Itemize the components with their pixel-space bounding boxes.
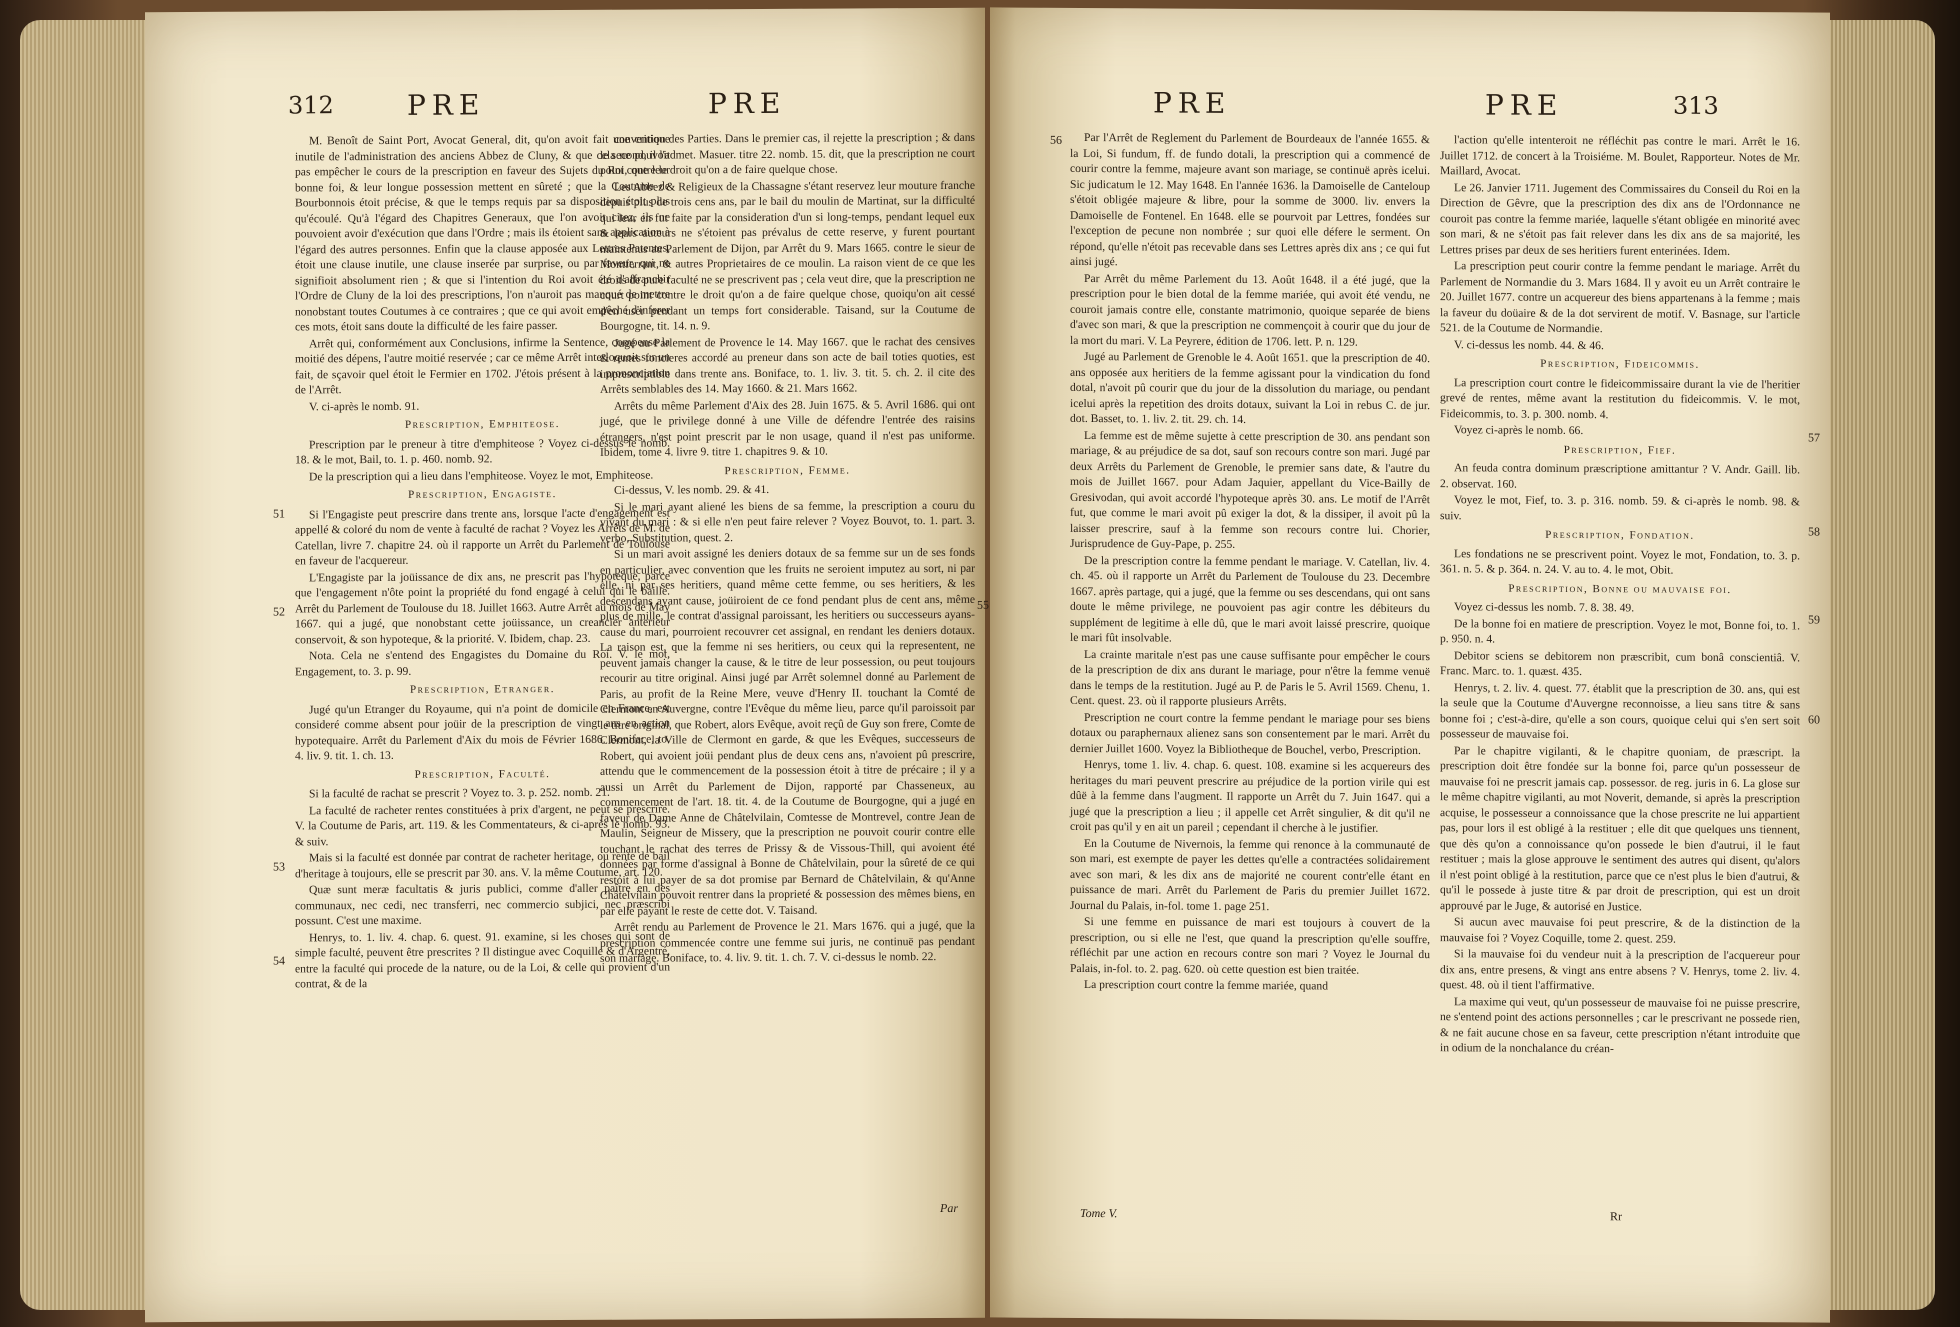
paragraph: Le 26. Janvier 1711. Jugement des Commissaires du Conseil du Roi en la Direction de Gêvre, que la prescription des dix ans de l'Ordonnance ne couroit pas contre la femme mariée, laquelle s'étant obligée en minorité avec son mari, & ne s'étoit pas fait relever dans les dix ans de sa majorité, les Lettres prises par deux de ses heritiers furent enterinées. Idem. [1440,180,1800,258]
paragraph: Henrys, t. 2. liv. 4. quest. 77. établit que la prescription de 30. ans, qui est la seule que la Coutume d'Auvergne reconnoisse, a lieu sans titre & sans bonne foi ; c'est-à-dire, qu'elle a son cours, quoique celui qui s'en sert soit possesseur de mauvaise foi. [1440,680,1800,741]
margin-number: 52 [273,604,285,619]
paragraph: Si un mari avoit assigné les deniers dotaux de sa femme sur un de ses fonds en particulier, avec convention que les fruits ne seroient imputez au sort, ni par elle, ni par ses heritiers, quand même cette femme, ou ses heritiers, & les descendans ayant cause, joüiroient de ce fond pendant plus de cent ans, même plus de mille, le contrat d'assignal paroissant, les heritiers ou successeurs ayans-cause du mari, pourroient recouvrer cet assignal, en rendant les deniers dotaux. La raison est, que la femme ni ses heritiers, ou ceux qui la representent, ne peuvent jamais changer la cause, & le titre de leur possession, ou peut toujours recourir au titre original. Ainsi jugé par Arrêt solemnel donné au Parlement de Paris, au profit de la Reine Mere, veuve d'Henry II. touchant la Comté de Clermont en Auvergne, contre l'Evêque du même lieu, parce qu'il paroissoit par le titre original, que Robert, alors Evêque, avoit reçû de Guy son frere, Comte de Clermont, la Ville de Clermont en garde, & que les Evêques, successeurs de Robert, qui avoient joüi pendant plus de deux cens ans, n'avoient pû prescrire, attendu que le commencement de la possession étoit à titre de précaire ; il y a aussi un Arrêt du Parlement de Dijon, rapporté par Chasseneux, au commencement de l'art. 18. tit. 4. de la Coutume de Bourgogne, qui a jugé en faveur de Dame Anne de Châtelvilain, Comtesse de Montrevel, contre Jean de Maulin, Seigneur de Missery, que la prescription ne pouvoit courir contre elle touchant le rachat des terres de Prissy & de Vissous-Thill, qui avoient été données par forme d'assignal à Bonne de Châtelvilain, pour la sûreté de ce qui restoit à lui payer de sa dot promise par Bernard de Châtelvilain, & qu'Anne Châtelvilain pouvoit rentrer dans la proprieté & possession des mêmes biens, en par elle payant le reste de cette dot. V. Taisand. [600,545,975,918]
section-heading: Prescription, Faculté. [414,767,551,781]
right-page-edges [1825,20,1935,1310]
paragraph: Arrêt rendu au Parlement de Provence le 21. Mars 1676. qui a jugé, que la prescription commencée contre une femme sui juris, ne continuë pas pendant son mariage. Boniface, to. 4. liv. 9. tit. 1. ch. 7. V. ci-dessus le nomb. 22. [600,918,975,965]
paragraph: Si aucun avec mauvaise foi peut prescrire, & de la distinction de la mauvaise foi ? Voyez Coquille, tome 2. quest. 259. [1440,915,1800,946]
section-heading: Prescription, Bonne ou mauvaise foi. [1508,582,1732,596]
section-heading: Prescription, Fief. [1563,443,1677,457]
margin-number: 60 [1808,712,1820,727]
paragraph: Par l'Arrêt de Reglement du Parlement de Bourdeaux de l'année 1655. & la Loi, Si fundum, ff. de fundo dotali, la prescription qui a commencé de courir contre la femme, majeure avant son mariage, se continuë après icelui. Sic judicatum le 12. May 1648. En l'année 1636. la Damoiselle de Canteloup s'étoit obligée majeure & libre, pour la somme de 3000. liv. envers la Damoiselle de Fontenel. En 1648. elle se pourvoit par Lettres, fondées sur l'exception de pecune non nombrée ; sur quoi elle défere le serment. On répond, qu'elle n'étoit pas recevable dans ses Lettres après dix ans ; ce qui fut ainsi jugé. [1070,131,1430,269]
paragraph: Nota. Cela ne s'entend des Engagistes du Domaine du Roi. V. le mot, Engagement, to. 3. p. 99. [295,647,670,678]
paragraph: La femme est de même sujette à cette prescription de 30. ans pendant son mariage, & au préjudice de sa dot, sauf son recours contre son mari. Jugé par deux Arrêts du Parlement de Grenoble, le premier sans date, & l'autre du mois de Juillet 1667. pour Adam Jaquier, appellant du Vice-Bailly de Gresivodan, qui avoit accordé l'hypoteque après 30. ans. Le motif de l'Arrêt fut, que comme le mari avoit pû exiger la dot, & la dissiper, il avoit pû la laisser prescrire, sauf à la femme son recours contre lui. Chorier, Jurisprudence de Guy-Pape, p. 255. [1070,428,1430,551]
paragraph: Quæ sunt meræ facultatis & juris publici, comme d'aller paître en des communaux, nec cedi, nec transferri, nec commercio subjici, nec præscribi possunt. C'est une maxime. [295,881,670,928]
left-page-column-2 [600,130,975,967]
paragraph: Jugé au Parlement de Provence le 14. May 1667. que le rachat des censives & rentes foncieres accordé au preneur dans son acte de bail toties quoties, est imprescriptible dans trente ans. Boniface, to. 1. liv. 3. tit. 5. ch. 2. il cite des Arrêts semblables des 14. May 1660. & 21. Mars 1662. [600,334,975,396]
left-page-edges [20,20,150,1310]
margin-number: 59 [1808,612,1820,627]
paragraph: V. ci-dessus les nomb. 44. & 46. [1454,337,1604,352]
paragraph: V. ci-après le nomb. 91. [309,399,420,413]
right-page-column-1 [1070,130,1430,996]
section-heading: Prescription, Fideicommis. [1540,357,1700,371]
running-head-left-a: PRE [407,88,486,122]
section-heading: Prescription, Fondation. [1545,528,1695,542]
paragraph: Les fondations ne se prescrivent point. Voyez le mot, Fondation, to. 3. p. 361. n. 5. & p. 364. n. 24. V. au to. 4. le mot, Obit. [1440,546,1800,577]
paragraph: La maxime qui veut, qu'un possesseur de mauvaise foi ne puisse prescrire, ne s'entend point des actions personnelles ; car le prescrivant ne possede rien, & ne fait aucune chose en sa faveur, cette prescription n'étant introduite que in odium de la nonchalance du créan- [1440,994,1800,1056]
margin-number: 57 [1808,430,1820,445]
margin-number: 56 [1050,132,1062,147]
paragraph: La crainte maritale n'est pas une cause suffisante pour empêcher le cours de la prescription de dix ans durant le mariage, pour n'être la femme venuë dans le temps de la restitution. Jugé au P. de Paris le 5. Avril 1569. Chenu, 1. Cent. quest. 23. où il rapporte plusieurs Arrêts. [1070,647,1430,709]
paragraph: convention des Parties. Dans le premier cas, il rejette la prescription ; & dans le second, il l'admet. Masuer. titre 22. nomb. 15. dit, que la prescription ne court point contre le droit qu'on a de faire quelque chose. [600,130,975,177]
paragraph: Debitor sciens se debitorem non præscribit, cum bonâ conscientiâ. V. Franc. Marc. to. 1. quæst. 435. [1440,648,1800,679]
paragraph: La prescription court contre le fideicommissaire durant la vie de l'heritier grevé de rentes, même avant la restitution du fideicommis. V. le mot, Fideicommis, to. 3. p. 300. nomb. 4. [1440,375,1800,421]
paragraph: Jugé au Parlement de Grenoble le 4. Août 1651. que la prescription de 40. ans opposée aux heritiers de la femme agissant pour la vindication du fond dotal, n'avoit pû courir que du jour de la dissolution du mariage, ou pendant icelui après la repetition des droits dotaux, suivant la Loi in rebus C. de jur. dot. Basset, to. 1. liv. 2. tit. 29. ch. 14. [1070,350,1430,426]
paragraph: Si la faculté de rachat se prescrit ? Voyez to. 3. p. 252. nomb. 21. [309,785,610,801]
paragraph: Prescription par le preneur à titre d'emphiteose ? Voyez ci-dessus le nomb. 18. & le mot, Bail, to. 1. p. 460. nomb. 92. [295,435,670,467]
section-heading: Prescription, Emphiteose. [404,418,561,431]
paragraph: Par Arrêt du même Parlement du 13. Août 1648. il a été jugé, que la prescription pour le bien dotal de la femme mariée, qui avoit été vendu, ne couroit jamais contre elle, constante matrimonio, quoique separée de biens d'avec son mari, & que la prescription ne commençoit à courir que du jour de la mort du mari. V. La Peyrere, édition de 1706. lett. P. n. 129. [1070,271,1430,349]
paragraph: Voyez ci-après le nomb. 66. [1454,423,1584,438]
paragraph: Si la mauvaise foi du vendeur nuit à la prescription de l'acquereur pour dix ans, entre presens, & vingt ans entre absens ? V. Henrys, tome 2. liv. 4. quest. 48. où il tient l'affirmative. [1440,947,1800,993]
right-page-column-2 [1440,132,1800,1059]
paragraph: Ci-dessus, V. les nomb. 29. & 41. [614,482,770,497]
margin-number: 53 [273,859,285,874]
section-heading: Prescription, Etranger. [410,683,555,696]
margin-number: 54 [273,953,285,968]
paragraph: De la prescription qui a lieu dans l'emphiteose. Voyez le mot, Emphiteose. [309,468,654,483]
signature-mark: Rr [1610,1209,1622,1224]
paragraph: Mais si la faculté est donnée par contrat de racheter heritage, ou rente de bail d'heritage à toujours, elle se prescrit par 30. ans. V. la même Coutume, art. 120. [295,849,670,880]
paragraph: Voyez ci-dessus les nomb. 7. 8. 38. 49. [1454,600,1635,615]
section-heading: Prescription, Femme. [724,464,851,477]
paragraph: Par le chapitre vigilanti, & le chapitre quoniam, de præscript. la prescription doit être fondée sur la bonne foi, parce qu'un possesseur de mauvaise foi ne prescrit jamais cap. possessor. de reg. juris in 6. La glose sur le même chapitre vigilanti, au mot Noverit, demande, si après la prescription acquise, le possesseur a connoissance que la chose prescrite ne lui appartient pas, pour lors il est obligé à la restituer ; elle dit que quelques uns tiennent, que dès qu'on a connoissance qu'on possede le bien d'autrui, il le faut restituer ; mais la glose approuve le sentiment des autres qui disent, qu'alors il n'est point obligé à la restitution, parce que ce n'est plus le bien d'autrui, & qu'il le possede à juste titre & par droit de prescription, qui est un droit approuvé par le Juge, & autorisé en Justice. [1440,743,1800,913]
paragraph: M. Benoît de Saint Port, Avocat General, dit, qu'on avoit fait une critique inutile de l'administration des anciens Abbez de Cluny, & que cela ne pouvoit pas empêcher le cours de la prescription en faveur des Sujets du Roi, que leur bonne foi, & leur longue possession mettent en sûreté ; que la Coutume de Bourbonnois étoit précise, & que le temps requis par sa disposition étoit plus qu'écoulé. Qu'à l'égard des Chapitres Generaux, que l'on avoit citez, ils ne pouvoient avoir d'exécution que dans l'Ordre ; mais ils étoient sans application à l'égard des autres personnes. Enfin que la clause apposée aux Lettres Patentes, étoit une clause inutile, une clause inserée par surprise, ou par faveur, qui ne signifioit absolument rien ; & que si l'intention du Roi avoit été d'affranchir l'Ordre de Cluny de la loi des prescriptions, l'on n'auroit pas manqué de mettre nonobstant toutes Coutumes à ce contraires ; que ce qui avoit empêché d'inferer ces mots, étoit sans doute la difficulté de les faire passer. [295,132,670,334]
paragraph: Les Abbez & Religieux de la Chassagne s'étant reservez leur mouture franche depuis plus de trois cens ans, par le bail du moulin de Martinat, sur la difficulté qui leur en fut faite par la consideration d'un si long-temps, pendant lequel eux & leurs auteurs ne s'étoient pas prévalus de cette reserve, y furent pourtant maintenus au Parlement de Dijon, par Arrêt du 9. Mars 1665. contre le sieur de Montferrant, & autres Proprietaires de ce moulin. La raison vient de ce que les droits de pure faculté ne se prescrivent pas ; cela veut dire, que la prescription ne court point contre le droit qu'on a de faire quelque chose, quoiqu'on ait cessé d'en user pendant un temps fort considerable. Taisand, sur la Coutume de Bourgogne, tit. 14. n. 9. [600,178,975,333]
page-number-left: 312 [288,91,334,120]
paragraph: Si l'Engagiste peut prescrire dans trente ans, lorsque l'acte d'engagement est appellé & coloré du nom de vente à faculté de rachat ? Voyez les Arrêts de M. de Catellan, livre 7. chapitre 24. où il rapporte un Arrêt du Parlement de Toulouse en faveur de l'acquereur. [295,505,670,568]
page-number-right: 313 [1673,91,1719,120]
paragraph: La prescription court contre la femme mariée, quand [1084,978,1329,993]
right-page [990,7,1830,1322]
volume-footer: Tome V. [1080,1205,1118,1221]
paragraph: An feuda contra dominum præscriptione amittantur ? V. Andr. Gaill. lib. 2. observat. 160. [1440,461,1800,491]
paragraph: Arrêt qui, conformément aux Conclusions, infirme la Sentence, compense la moitié des dépens, l'autre moitié reservée ; car ce même Arrêt interloquoit sur un fait, de sçavoir quel étoit le Fermier en 1702. J'étois présent à la prononciation de l'Arrêt. [295,334,670,397]
paragraph: Si le mari ayant aliené les biens de sa femme, la prescription a couru du vivant du mari : & si elle n'en peut faire relever ? Voyez Bouvot, to. 1. part. 3. verbo, Substitution, quest. 2. [600,498,975,545]
paragraph: Henrys, to. 1. liv. 4. chap. 6. quest. 91. examine, si les choses qui sont de simple faculté, peuvent être prescrites ? Il distingue avec Coquille & d'Argentré, entre la faculté qui procede de la nature, ou de la Loi, & celle qui provient d'un contrat, & de la [295,928,670,991]
paragraph: Prescription ne court contre la femme pendant le mariage pour ses biens dotaux ou paraphernaux alienez sans son consentement par le mari. Arrêt du dernier Juillet 1600. Voyez la Bibliotheque de Bouchel, verbo, Prescription. [1070,710,1430,757]
paragraph: Voyez le mot, Fief, to. 3. p. 316. nomb. 59. & ci-après le nomb. 98. & suiv. [1440,493,1800,522]
margin-number: 58 [1808,524,1820,539]
section-heading: Prescription, Engagiste. [408,488,557,501]
running-head-left-b: PRE [708,86,787,121]
paragraph: En la Coutume de Nivernois, la femme qui renonce à la communauté de son mari, est exempte de payer les dettes qu'elle a contractées solidairement avec son mari, & les dix ans de majorité ne courent contr'elle étant en puissance de mari. Arrêt du Parlement de Paris du premier Juillet 1672. Journal du Palais, in-fol. tome 1. page 251. [1070,836,1430,913]
left-page [145,8,989,1322]
paragraph: l'action qu'elle intenteroit ne réfléchit pas contre le mari. Arrêt le 16. Juillet 1712. de concert à la Troisiéme. M. Boulet, Rapporteur. Notes de Mr. Maillard, Avocat. [1440,133,1800,178]
paragraph: L'Engagiste par la joüissance de dix ans, ne prescrit pas l'hypoteque, parce que l'engagement n'ôte point la propriété du fond engagé à celui qui le baille. Arrêt du Parlement de Toulouse du 18. Juillet 1663. Autre Arrêt au mois de May 1667. qui a jugé, que nonobstant cette joüissance, un creancier anterieur conservoit, & son hypoteque, & la priorité. V. Ibidem, chap. 23. [295,568,670,646]
paragraph: La faculté de racheter rentes constituées à prix d'argent, ne peut se prescrire. V. la Coutume de Paris, art. 119. & les Commentateurs, & ci-après le nomb. 93. & suiv. [295,801,670,848]
margin-number: 55 [977,597,989,612]
paragraph: Si une femme en puissance de mari est toujours à couvert de la prescription, ou si elle ne l'est, que quand la prescription qu'elle souffre, réfléchit par une action en recours contre son mari ? Voyez le Journal du Palais, in-fol. to. 2. pag. 620. où cette question est bien traitée. [1070,915,1430,977]
paragraph: De la bonne foi en matiere de prescription. Voyez le mot, Bonne foi, to. 1. p. 950. n. 4. [1440,616,1800,646]
running-head-right-a: PRE [1153,86,1232,120]
paragraph: Henrys, tome 1. liv. 4. chap. 6. quest. 108. examine si les acquereurs des heritages du mari peuvent prescrire au préjudice de la portion virile qui est dûë à la femme dans l'augment. Il rapporte un Arrêt du 7. Juin 1647. qui a jugé que la prescription a lieu ; il appelle cet Arrêt singulier, & dit qu'il ne croit pas qu'il y en ait un pareil ; cependant il cherche à le justifier. [1070,758,1430,835]
paragraph: Arrêts du même Parlement d'Aix des 28. Juin 1675. & 5. Avril 1686. qui ont jugé, que le privilege donné à une Ville de défendre l'entrée des raisins étrangers, n'est point prescrit par le non usage, quand il n'est pas uniforme. Ibidem, tome 4. livre 9. titre 1. chapitres 9. & 10. [600,397,975,459]
catchword: Par [940,1200,958,1216]
paragraph: Jugé qu'un Etranger du Royaume, qui n'a point de domicile en France, est consideré comme absent pour joüir de la prescription de vingt ans en action hypotequaire. Arrêt du Parlement d'Aix du mois de Février 1686. Boniface, to. 4. liv. 9. tit. 1. ch. 13. [295,700,670,763]
paragraph: De la prescription contre la femme pendant le mariage. V. Catellan, liv. 4. ch. 45. où il rapporte un Arrêt du Parlement de Toulouse du 23. Decembre 1667. après partage, qui a jugé, que la femme ou ses descendans, qui ont sans doute le même privilege, ne pouvoient pas agir contre les débiteurs du supplément de legitime à elle dû, que le mari avoit laissé prescrire, quoique le mari fût insolvable. [1070,553,1430,645]
margin-number: 51 [273,506,285,521]
running-head-right-b: PRE [1485,88,1564,122]
paragraph: La prescription peut courir contre la femme pendant le mariage. Arrêt du Parlement de Normandie du 3. Mars 1684. Il y avoit eu un Arrêt contraire le 20. Juillet 1677. contre un acquereur des biens appartenans à la femme ; mais la faveur du doüaire & de la dot servirent de motif. V. Basnage, sur l'article 521. de la Coutume de Normandie. [1440,259,1800,336]
